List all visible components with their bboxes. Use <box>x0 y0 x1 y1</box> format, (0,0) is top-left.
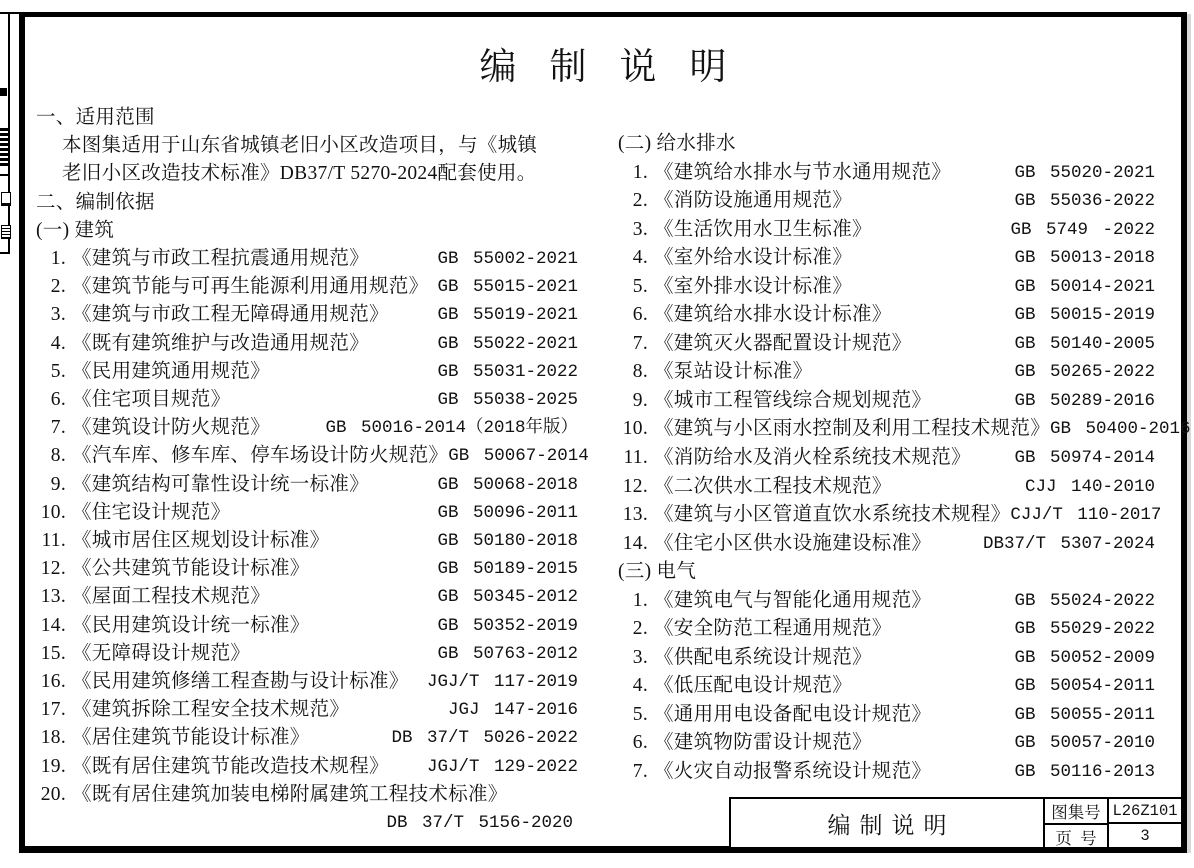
atlas-number-label: 图集号 <box>1045 799 1107 825</box>
list-item <box>618 330 1155 359</box>
list-item <box>618 758 1155 787</box>
list-item <box>36 301 578 329</box>
list-item <box>618 301 1155 330</box>
standard-code: GB 50289-2016 <box>1014 390 1155 411</box>
item-number: 5. <box>632 703 648 725</box>
standard-title: 《建筑物防雷设计规范》 <box>654 732 872 754</box>
page-edge-fragment-mark <box>0 88 7 96</box>
standard-title: 《城市工程管线综合规划规范》 <box>654 389 932 411</box>
item-number: 4. <box>632 247 648 269</box>
item-number: 14. <box>622 532 648 554</box>
standard-code: GB 55019-2021 <box>437 305 578 326</box>
list-item <box>36 330 578 358</box>
standard-code: DB37/T 5307-2024 <box>982 533 1155 554</box>
standard-code: GB 50068-2018 <box>437 474 578 495</box>
standard-title: 《住宅设计规范》 <box>72 501 231 523</box>
list-item <box>36 358 578 386</box>
standard-code: GB 50974-2014 <box>1014 448 1155 469</box>
standard-title: 《建筑与市政工程抗震通用规范》 <box>72 248 370 270</box>
item-number: 6. <box>632 732 648 754</box>
item-number: 4. <box>632 675 648 697</box>
standard-code: GB 50352-2019 <box>437 615 578 636</box>
list-item <box>36 612 578 640</box>
list-item <box>36 527 578 555</box>
group-heading: (二) 给水排水 <box>618 133 736 154</box>
standard-code: CJJ 140-2010 <box>1024 476 1155 497</box>
standard-code: JGJ 147-2016 <box>447 700 578 721</box>
standard-code: GB 55038-2025 <box>437 390 578 411</box>
standard-code: GB 55022-2021 <box>437 333 578 354</box>
standard-title: 《既有居住建筑加装电梯附属建筑工程技术标准》 <box>72 783 508 805</box>
item-number: 15. <box>40 642 66 664</box>
list-item <box>618 587 1155 616</box>
standard-title: 《二次供水工程技术规范》 <box>654 475 892 497</box>
atlas-number-value: L26Z101 <box>1109 799 1181 824</box>
standard-title: 《城市居住区规划设计标准》 <box>72 530 330 552</box>
paragraph-line: 本图集适用于山东省城镇老旧小区改造项目，与《城镇 <box>62 135 538 157</box>
standard-code: GB 55036-2022 <box>1014 191 1155 212</box>
item-number: 8. <box>632 361 648 383</box>
list-item <box>36 386 578 414</box>
item-number: 5. <box>632 275 648 297</box>
list-item <box>36 753 578 781</box>
standard-title: 《建筑给水排水与节水通用规范》 <box>654 161 952 183</box>
standard-code: GB 50116-2013 <box>1014 762 1155 783</box>
standard-title: 《民用建筑设计统一标准》 <box>72 614 310 636</box>
standard-title: 《无障碍设计规范》 <box>72 642 251 664</box>
standard-title: 《汽车库、修车库、停车场设计防火规范》 <box>72 445 449 467</box>
item-number: 1. <box>50 248 66 270</box>
standard-code: DB 37/T 5026-2022 <box>391 728 578 749</box>
item-number: 10. <box>40 501 66 523</box>
list-item <box>618 672 1155 701</box>
standard-code: GB 50180-2018 <box>437 531 578 552</box>
standard-title: 《建筑与小区雨水控制及利用工程技术规范》 <box>654 418 1051 440</box>
standard-code: CJJ/T 110-2017 <box>1010 505 1162 526</box>
left-column <box>36 104 589 837</box>
section-heading: 二、编制依据 <box>36 191 155 213</box>
section-heading: 一、适用范围 <box>36 107 155 128</box>
page-edge-fragment-line <box>0 174 10 176</box>
page-number-label: 页 号 <box>1055 829 1097 848</box>
standard-code: GB 50345-2012 <box>437 587 578 608</box>
page-edge-fragment-glyph <box>1 192 11 206</box>
standard-code: GB 55002-2021 <box>437 249 578 270</box>
item-number: 9. <box>632 389 648 411</box>
standard-code: GB 55031-2022 <box>437 361 578 382</box>
page-edge-fragment-line <box>0 252 10 254</box>
standard-title: 《既有居住建筑节能改造技术规程》 <box>72 755 389 777</box>
standard-title: 《既有建筑维护与改造通用规范》 <box>72 332 370 354</box>
list-item <box>36 555 578 583</box>
list-item <box>618 444 1155 473</box>
item-number: 3. <box>632 646 648 668</box>
standard-code: GB 50265-2022 <box>1014 362 1155 383</box>
list-item <box>36 471 578 499</box>
standard-code: GB 50055-2011 <box>1014 704 1155 725</box>
standard-title: 《住宅项目规范》 <box>72 389 231 411</box>
standard-code: GB 50016-2014（2018年版） <box>325 418 578 439</box>
standard-title: 《消防给水及消火栓系统技术规范》 <box>654 447 971 469</box>
list-item <box>36 273 578 301</box>
item-number: 10. <box>622 418 648 440</box>
list-item <box>618 473 1155 502</box>
standard-code: GB 50096-2011 <box>437 502 578 523</box>
list-item <box>618 501 1162 530</box>
standard-title: 《建筑给水排水设计标准》 <box>654 304 892 326</box>
item-number: 9. <box>50 473 66 495</box>
list-item <box>36 724 578 752</box>
item-number: 16. <box>40 671 66 693</box>
list-item <box>618 644 1155 673</box>
standard-title: 《火灾自动报警系统设计规范》 <box>654 761 932 783</box>
item-number: 6. <box>50 389 66 411</box>
standard-code: GB 50013-2018 <box>1014 248 1155 269</box>
standard-code: GB 50057-2010 <box>1014 733 1155 754</box>
list-item <box>36 499 578 527</box>
item-number: 1. <box>632 589 648 611</box>
standard-code: GB 5749 -2022 <box>1010 219 1155 240</box>
standard-title: 《建筑结构可靠性设计统一标准》 <box>72 473 370 495</box>
right-column <box>618 130 1191 787</box>
standard-code: JGJ/T 129-2022 <box>426 756 578 777</box>
item-number: 4. <box>50 332 66 354</box>
standard-title: 《屋面工程技术规范》 <box>72 586 271 608</box>
standard-title: 《住宅小区供水设施建设标准》 <box>654 532 932 554</box>
standard-code: DB 37/T 5156-2020 <box>386 813 573 834</box>
standard-title: 《建筑与小区管道直饮水系统技术规程》 <box>654 504 1011 526</box>
item-number: 14. <box>40 614 66 636</box>
standard-title: 《建筑设计防火规范》 <box>72 417 271 439</box>
page-edge-fragment-line <box>8 12 10 254</box>
list-item <box>36 781 578 809</box>
standard-title: 《建筑节能与可再生能源利用通用规范》 <box>72 276 429 298</box>
standard-title: 《民用建筑修缮工程查勘与设计标准》 <box>72 671 409 693</box>
standard-title: 《室外排水设计标准》 <box>654 275 853 297</box>
list-item <box>618 244 1155 273</box>
item-number: 7. <box>632 761 648 783</box>
standard-title: 《安全防范工程通用规范》 <box>654 618 892 640</box>
item-number: 7. <box>632 332 648 354</box>
list-item <box>618 530 1155 559</box>
title-block <box>729 797 1181 847</box>
item-number: 13. <box>40 586 66 608</box>
standard-title: 《建筑拆除工程安全技术规范》 <box>72 699 350 721</box>
standard-code: GB 55015-2021 <box>437 277 578 298</box>
list-item <box>36 583 578 611</box>
item-number: 17. <box>40 699 66 721</box>
standard-title: 《生活饮用水卫生标准》 <box>654 218 872 240</box>
standard-code: JGJ/T 117-2019 <box>426 672 578 693</box>
list-item <box>618 358 1155 387</box>
item-number: 3. <box>632 218 648 240</box>
page-edge-fragment-glyph <box>1 225 11 239</box>
item-number: 12. <box>622 475 648 497</box>
list-item <box>618 729 1155 758</box>
item-number: 18. <box>40 727 66 749</box>
group-heading: (一) 建筑 <box>36 219 115 241</box>
standard-title: 《供配电系统设计规范》 <box>654 646 872 668</box>
list-item <box>36 668 578 696</box>
item-number: 19. <box>40 755 66 777</box>
list-item <box>618 187 1155 216</box>
standard-title: 《消防设施通用规范》 <box>654 190 853 212</box>
standard-title: 《低压配电设计规范》 <box>654 675 853 697</box>
standard-code: GB 50140-2005 <box>1014 333 1155 354</box>
page-title: 编制说明 <box>479 47 760 88</box>
list-item <box>618 701 1155 730</box>
standard-title: 《室外给水设计标准》 <box>654 247 853 269</box>
standard-title: 《公共建筑节能设计标准》 <box>72 558 310 580</box>
list-item <box>618 615 1155 644</box>
standard-title: 《建筑电气与智能化通用规范》 <box>654 589 932 611</box>
item-number: 12. <box>40 558 66 580</box>
list-item <box>36 696 578 724</box>
standard-code: GB 50763-2012 <box>437 643 578 664</box>
standard-title: 《泵站设计标准》 <box>654 361 813 383</box>
item-number: 2. <box>632 618 648 640</box>
list-item <box>36 640 578 668</box>
page-edge-fragment-glyph <box>0 128 8 168</box>
title-block-values <box>1107 799 1181 847</box>
group-heading: (三) 电气 <box>618 561 697 583</box>
standard-code: GB 50189-2015 <box>437 559 578 580</box>
standard-code: GB 50067-2014 <box>448 446 589 467</box>
standard-title: 《建筑与市政工程无障碍通用规范》 <box>72 304 389 326</box>
paragraph-line: 老旧小区改造技术标准》DB37/T 5270-2024配套使用。 <box>62 163 537 185</box>
standard-code: GB 55029-2022 <box>1014 619 1155 640</box>
item-number: 2. <box>50 276 66 298</box>
list-item <box>618 159 1155 188</box>
standard-code: GB 50400-2016 <box>1050 419 1191 440</box>
title-block-labels <box>1043 799 1107 847</box>
standard-code: GB 50052-2009 <box>1014 647 1155 668</box>
item-number: 1. <box>632 161 648 183</box>
title-block-drawing-title: 编制说明 <box>827 812 956 838</box>
standard-title: 《居住建筑节能设计标准》 <box>72 727 310 749</box>
item-number: 3. <box>50 304 66 326</box>
item-number: 6. <box>632 304 648 326</box>
list-item <box>36 442 589 470</box>
page-number-value: 3 <box>1140 826 1150 845</box>
standard-code: GB 50054-2011 <box>1014 676 1155 697</box>
list-item <box>618 273 1155 302</box>
item-number: 8. <box>50 445 66 467</box>
item-number: 11. <box>623 447 648 469</box>
list-item <box>36 245 578 273</box>
item-number: 20. <box>40 783 66 805</box>
list-item <box>618 415 1191 444</box>
standard-title: 《民用建筑通用规范》 <box>72 360 271 382</box>
list-item <box>36 414 578 442</box>
item-number: 7. <box>50 417 66 439</box>
standard-title: 《通用用电设备配电设计规范》 <box>654 703 932 725</box>
standard-code: GB 55020-2021 <box>1014 162 1155 183</box>
list-item <box>618 216 1155 245</box>
standard-code: GB 55024-2022 <box>1014 590 1155 611</box>
standard-code: GB 50015-2019 <box>1014 305 1155 326</box>
item-number: 11. <box>41 530 66 552</box>
item-number: 2. <box>632 190 648 212</box>
list-item <box>618 387 1155 416</box>
item-number: 13. <box>622 504 648 526</box>
item-number: 5. <box>50 360 66 382</box>
standard-code: GB 50014-2021 <box>1014 276 1155 297</box>
standard-title: 《建筑灭火器配置设计规范》 <box>654 332 912 354</box>
list-item-continuation <box>36 809 578 837</box>
